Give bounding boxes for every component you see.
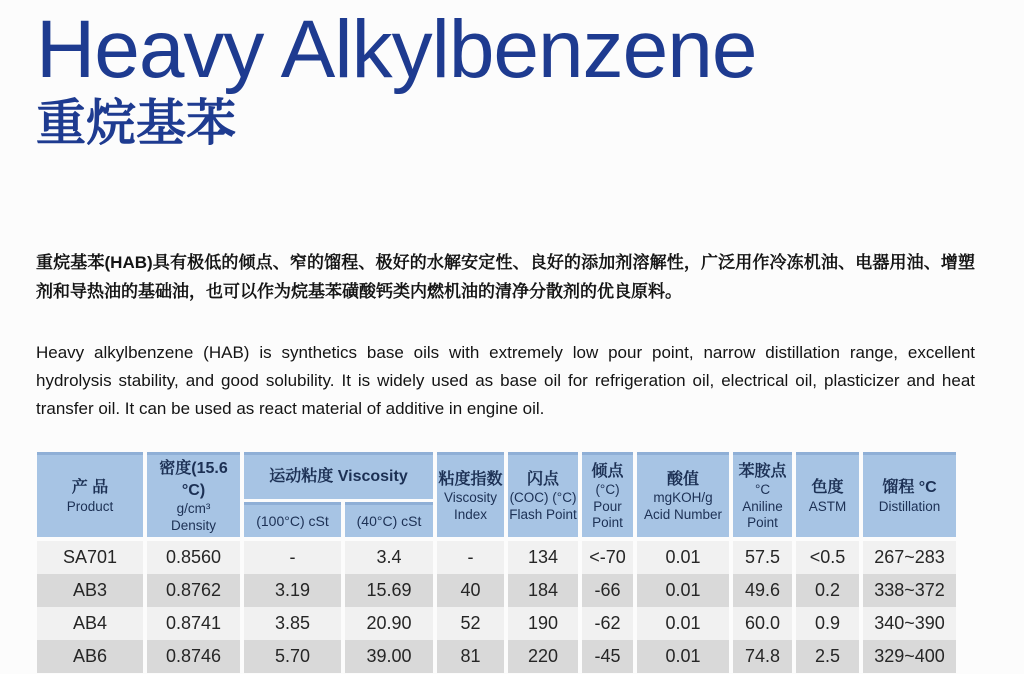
cell-color: 0.9 xyxy=(796,607,859,640)
col-header-acid-number-unit: mgKOH/g xyxy=(653,490,713,506)
table-row-ab6 xyxy=(37,640,956,673)
col-header-pour-point-en2: Point xyxy=(592,515,623,531)
cell-density: 0.8746 xyxy=(147,640,240,673)
col-header-acid-number xyxy=(637,452,729,541)
col-header-acid-number-zh: 酸值 xyxy=(667,470,700,488)
cell-pour-point: <-70 xyxy=(582,541,633,574)
col-header-color-zh: 色度 xyxy=(811,479,844,497)
col-header-viscosity-100c: (100°C) cSt xyxy=(244,502,341,541)
intro-paragraph-chinese: 重烷基苯(HAB)具有极低的倾点、窄的馏程、极好的水解安定性、良好的添加剂溶解性，广泛用作冷冻机油、电器用油、增塑剂和导热油的基础油，也可以作为烷基苯磺酸钙类内燃机油的清净分散剂的优良原料。 xyxy=(36,253,975,302)
col-header-flash-point-zh: 闪点 xyxy=(527,470,560,488)
cell-viscosity-index: 81 xyxy=(437,640,504,673)
cell-flash-point: 190 xyxy=(508,607,578,640)
cell-color: <0.5 xyxy=(796,541,859,574)
cell-flash-point: 134 xyxy=(508,541,578,574)
cell-acid-number: 0.01 xyxy=(637,574,729,607)
col-header-viscosity-40c: (40°C) cSt xyxy=(345,502,433,541)
cell-pour-point: -45 xyxy=(582,640,633,673)
table-row-ab3 xyxy=(37,574,956,607)
cell-viscosity-40: 15.69 xyxy=(345,574,433,607)
col-header-pour-point-en1: Pour xyxy=(593,498,622,514)
cell-pour-point: -66 xyxy=(582,574,633,607)
col-header-color xyxy=(796,452,859,541)
col-header-aniline-point-en2: Point xyxy=(747,515,778,531)
cell-flash-point: 220 xyxy=(508,640,578,673)
col-header-distillation-en: Distillation xyxy=(878,498,941,514)
col-header-flash-point-en: Flash Point xyxy=(509,506,577,522)
col-header-distillation xyxy=(863,452,956,541)
cell-distillation: 338~372 xyxy=(863,574,956,607)
cell-product: AB3 xyxy=(37,574,143,607)
cell-viscosity-index: - xyxy=(437,541,504,574)
col-header-pour-point-unit: (°C) xyxy=(595,482,620,498)
col-header-density xyxy=(147,452,240,541)
col-header-density-unit: g/cm³ xyxy=(176,501,211,517)
table-row-ab4 xyxy=(37,607,956,640)
cell-density: 0.8762 xyxy=(147,574,240,607)
cell-aniline-point: 60.0 xyxy=(733,607,792,640)
cell-flash-point: 184 xyxy=(508,574,578,607)
col-header-aniline-point-unit: °C xyxy=(754,482,771,498)
cell-viscosity-index: 40 xyxy=(437,574,504,607)
col-header-distillation-zh: 馏程 °C xyxy=(882,479,937,497)
col-header-acid-number-en: Acid Number xyxy=(644,506,723,522)
col-header-pour-point xyxy=(582,452,633,541)
col-header-viscosity-index-en1: Viscosity xyxy=(444,490,498,506)
cell-viscosity-40: 39.00 xyxy=(345,640,433,673)
cell-color: 0.2 xyxy=(796,574,859,607)
col-header-aniline-point-zh: 苯胺点 xyxy=(738,462,787,480)
cell-viscosity-40: 20.90 xyxy=(345,607,433,640)
cell-aniline-point: 74.8 xyxy=(733,640,792,673)
cell-distillation: 340~390 xyxy=(863,607,956,640)
cell-viscosity-100: 3.19 xyxy=(244,574,341,607)
col-header-pour-point-zh: 倾点 xyxy=(591,462,624,480)
col-header-viscosity-group-label: 运动粘度 Viscosity xyxy=(269,468,408,486)
cell-viscosity-100: 3.85 xyxy=(244,607,341,640)
table-row-sa701 xyxy=(37,541,956,574)
col-header-density-en: Density xyxy=(170,517,216,533)
col-header-color-en: ASTM xyxy=(808,498,847,514)
cell-distillation: 329~400 xyxy=(863,640,956,673)
cell-distillation: 267~283 xyxy=(863,541,956,574)
col-header-viscosity-index-zh: 粘度指数 xyxy=(438,470,503,488)
cell-color: 2.5 xyxy=(796,640,859,673)
col-header-flash-point-unit: (COC) (°C) xyxy=(509,490,577,506)
col-header-viscosity-index xyxy=(437,452,504,541)
cell-viscosity-100: 5.70 xyxy=(244,640,341,673)
page-title-chinese: 重烷基苯 xyxy=(36,94,236,151)
intro-paragraph-english: Heavy alkylbenzene (HAB) is synthetics base oils with extremely low pour point, narrow distillation range, excellent hydrolysis stability, and good solubility. It is widely used as base oil for refrigeration oil, electrical oil, plasticizer and heat transfer oil. It can be used as react material of additive in engine oil. xyxy=(36,343,975,419)
col-header-flash-point xyxy=(508,452,578,541)
col-header-aniline-point xyxy=(733,452,792,541)
cell-viscosity-index: 52 xyxy=(437,607,504,640)
cell-product: SA701 xyxy=(37,541,143,574)
cell-density: 0.8741 xyxy=(147,607,240,640)
cell-viscosity-100: - xyxy=(244,541,341,574)
product-spec-table xyxy=(33,452,960,673)
page-title-english: Heavy Alkylbenzene xyxy=(36,4,757,95)
col-header-product xyxy=(37,452,143,541)
cell-product: AB6 xyxy=(37,640,143,673)
col-header-viscosity-index-en2: Index xyxy=(454,506,488,522)
cell-aniline-point: 57.5 xyxy=(733,541,792,574)
col-header-product-zh: 产 品 xyxy=(71,479,109,497)
col-header-product-en: Product xyxy=(66,498,114,514)
cell-viscosity-40: 3.4 xyxy=(345,541,433,574)
cell-acid-number: 0.01 xyxy=(637,541,729,574)
col-header-aniline-point-en1: Aniline xyxy=(742,498,783,514)
col-header-viscosity-group xyxy=(244,452,433,502)
cell-acid-number: 0.01 xyxy=(637,640,729,673)
col-header-density-zh: 密度(15.6 °C) xyxy=(159,460,228,499)
cell-acid-number: 0.01 xyxy=(637,607,729,640)
cell-pour-point: -62 xyxy=(582,607,633,640)
cell-product: AB4 xyxy=(37,607,143,640)
cell-aniline-point: 49.6 xyxy=(733,574,792,607)
cell-density: 0.8560 xyxy=(147,541,240,574)
